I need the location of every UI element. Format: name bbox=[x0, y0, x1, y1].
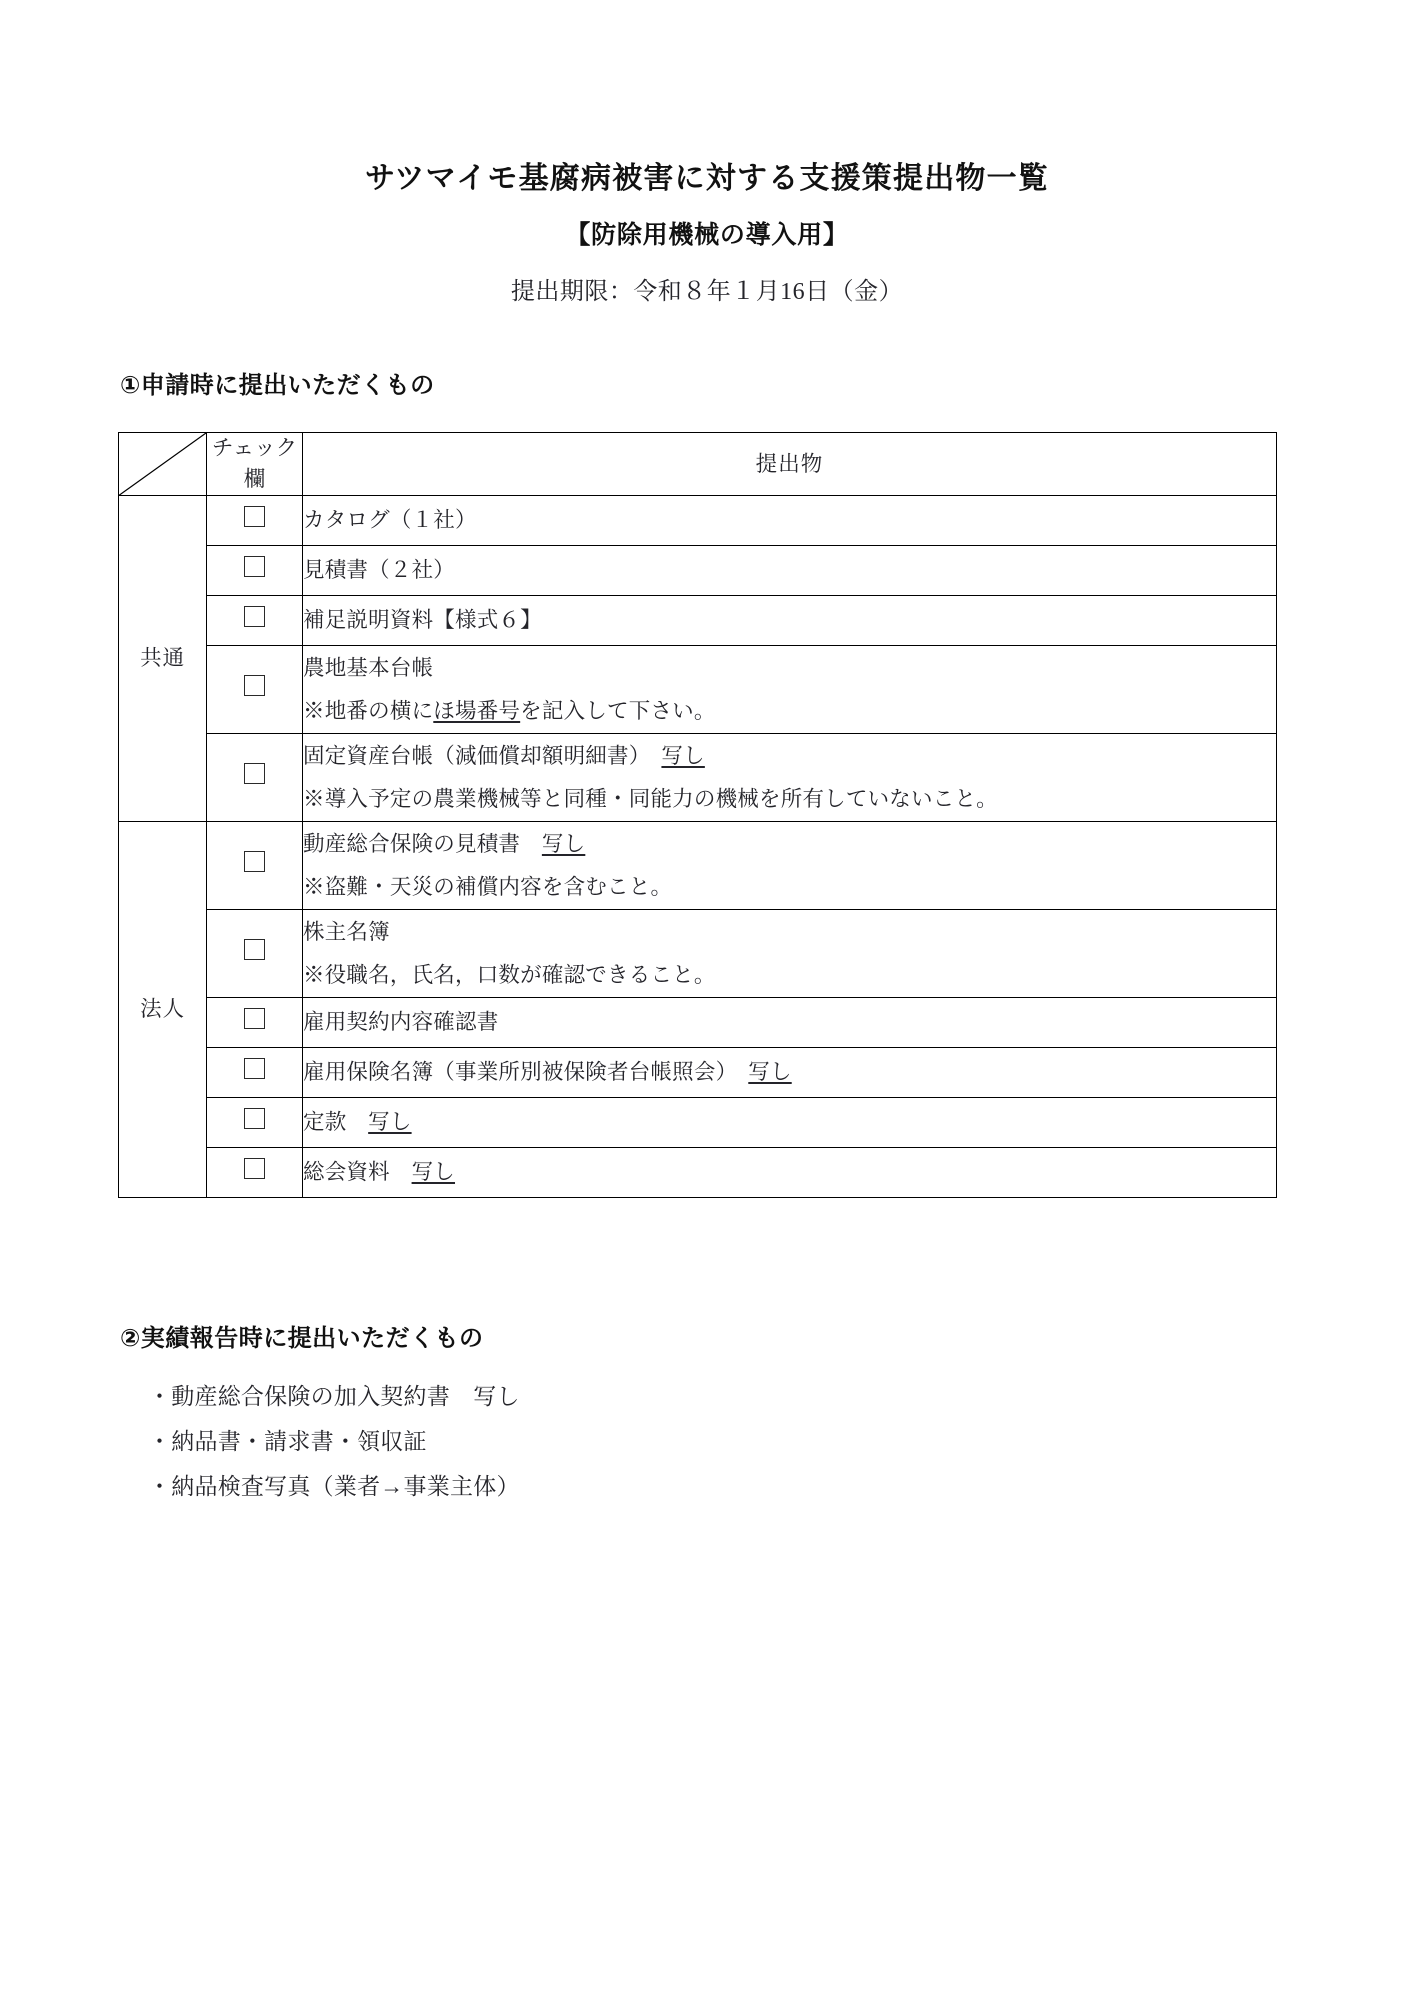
text-underlined: 写し bbox=[411, 1160, 456, 1185]
text-plain: 雇用保険名簿（事業所別被保険者台帳照会） bbox=[303, 1060, 749, 1085]
text-plain: ※地番の横に bbox=[303, 698, 434, 723]
text-underlined: 写し bbox=[748, 1060, 792, 1085]
list-item: ・納品検査写真（業者→事業主体） bbox=[148, 1474, 520, 1499]
document-text-line: 補足説明資料【様式６】 bbox=[303, 608, 542, 633]
category-label-corporate: 法人 bbox=[119, 822, 207, 1198]
checkbox-empty-icon[interactable] bbox=[244, 556, 265, 577]
checkbox-empty-icon[interactable] bbox=[244, 1158, 265, 1179]
document-description-cell bbox=[303, 596, 1277, 646]
section-2-heading: ②実績報告時に提出いただくもの bbox=[120, 1324, 484, 1352]
document-description-cell bbox=[303, 1148, 1277, 1198]
checkbox-cell[interactable] bbox=[207, 734, 303, 822]
document-text-line bbox=[303, 696, 1276, 727]
checkbox-cell[interactable] bbox=[207, 910, 303, 998]
checkbox-cell[interactable] bbox=[207, 822, 303, 910]
document-description-cell bbox=[303, 734, 1277, 822]
document-text-line bbox=[303, 1107, 1276, 1138]
document-description-cell bbox=[303, 496, 1277, 546]
table-corner-diagonal-cell bbox=[119, 433, 207, 496]
checkbox-empty-icon[interactable] bbox=[244, 606, 265, 627]
document-column-header: 提出物 bbox=[303, 433, 1277, 496]
table-row bbox=[119, 596, 1277, 646]
checkbox-cell[interactable] bbox=[207, 998, 303, 1048]
document-text-line bbox=[303, 741, 1276, 772]
text-plain: を記入して下さい。 bbox=[520, 698, 716, 723]
table-row bbox=[119, 998, 1277, 1048]
document-text-line: ※盗難・天災の補償内容を含むこと。 bbox=[303, 874, 673, 899]
page-title: サツマイモ基腐病被害に対する支援策提出物一覧 bbox=[365, 161, 1049, 196]
diagonal-line-icon bbox=[119, 433, 206, 495]
text-underlined: 写し bbox=[661, 743, 705, 768]
list-item: ・動産総合保険の加入契約書 写し bbox=[148, 1384, 520, 1409]
checkbox-empty-icon[interactable] bbox=[244, 763, 265, 784]
checkbox-empty-icon[interactable] bbox=[244, 675, 265, 696]
table-row bbox=[119, 910, 1277, 998]
document-description-cell bbox=[303, 1098, 1277, 1148]
list-item: ・納品書・請求書・領収証 bbox=[148, 1429, 427, 1454]
checkbox-cell[interactable] bbox=[207, 546, 303, 596]
document-description-cell bbox=[303, 646, 1277, 734]
checkbox-empty-icon[interactable] bbox=[244, 1108, 265, 1129]
document-text-line: 雇用契約内容確認書 bbox=[303, 1010, 499, 1035]
document-description-cell bbox=[303, 546, 1277, 596]
text-underlined: 写し bbox=[368, 1110, 412, 1135]
table-row bbox=[119, 546, 1277, 596]
checkbox-cell[interactable] bbox=[207, 1048, 303, 1098]
document-text-line: 農地基本台帳 bbox=[303, 655, 434, 680]
document-text-line: ※導入予定の農業機械等と同種・同能力の機械を所有していないこと。 bbox=[303, 786, 998, 811]
document-text-line: 株主名簿 bbox=[303, 919, 390, 944]
document-description-cell bbox=[303, 822, 1277, 910]
checkbox-cell[interactable] bbox=[207, 496, 303, 546]
checkbox-cell[interactable] bbox=[207, 1098, 303, 1148]
report-items-list bbox=[148, 1385, 520, 1520]
text-underlined: 写し bbox=[541, 831, 586, 856]
checkbox-empty-icon[interactable] bbox=[244, 939, 265, 960]
document-text-line: カタログ（１社） bbox=[303, 508, 477, 533]
text-plain: 動産総合保険の見積書 bbox=[303, 831, 542, 856]
checkbox-cell[interactable] bbox=[207, 1148, 303, 1198]
text-plain: 固定資産台帳（減価償却額明細書） bbox=[303, 743, 662, 768]
checkbox-cell[interactable] bbox=[207, 596, 303, 646]
checkbox-empty-icon[interactable] bbox=[244, 1008, 265, 1029]
document-text-line bbox=[303, 829, 1276, 860]
table-row bbox=[119, 822, 1277, 910]
page-subtitle: 【防除用機械の導入用】 bbox=[565, 220, 849, 249]
text-plain: 総会資料 bbox=[303, 1160, 412, 1185]
table-row bbox=[119, 646, 1277, 734]
section-1-heading: ①申請時に提出いただくもの bbox=[120, 371, 435, 399]
submission-table bbox=[118, 432, 1277, 1198]
table-row bbox=[119, 734, 1277, 822]
text-underlined: ほ場番号 bbox=[433, 698, 521, 723]
category-label-common: 共通 bbox=[119, 496, 207, 822]
document-text-line: 見積書（２社） bbox=[303, 558, 456, 583]
document-text-line bbox=[303, 1157, 1276, 1188]
checkbox-cell[interactable] bbox=[207, 646, 303, 734]
check-column-header: チェック欄 bbox=[207, 433, 303, 496]
document-description-cell bbox=[303, 910, 1277, 998]
table-row bbox=[119, 496, 1277, 546]
submission-table-container bbox=[118, 432, 1276, 1198]
submission-deadline: 提出期限：令和８年１月16日（金） bbox=[510, 278, 904, 305]
checkbox-empty-icon[interactable] bbox=[244, 506, 265, 527]
text-plain: 定款 bbox=[303, 1110, 369, 1135]
table-row bbox=[119, 1048, 1277, 1098]
table-header-row bbox=[119, 433, 1277, 496]
table-row bbox=[119, 1098, 1277, 1148]
checkbox-empty-icon[interactable] bbox=[244, 1058, 265, 1079]
document-description-cell bbox=[303, 1048, 1277, 1098]
checkbox-empty-icon[interactable] bbox=[244, 851, 265, 872]
document-text-line: ※役職名，氏名，口数が確認できること。 bbox=[303, 962, 716, 987]
document-text-line bbox=[303, 1057, 1276, 1088]
document-description-cell bbox=[303, 998, 1277, 1048]
table-row bbox=[119, 1148, 1277, 1198]
